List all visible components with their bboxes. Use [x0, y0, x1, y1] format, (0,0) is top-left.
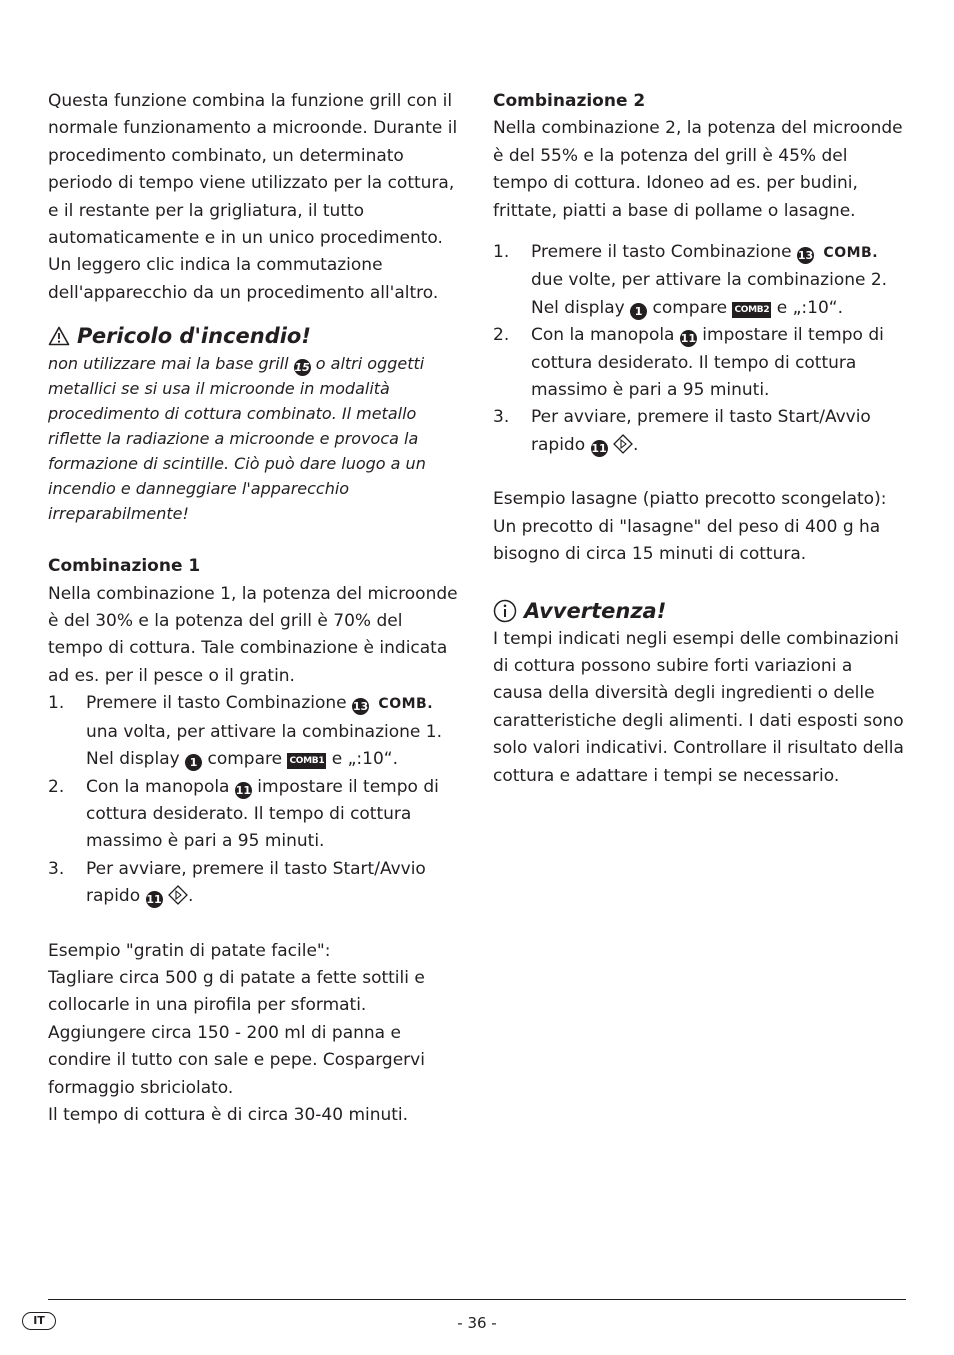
start-diamond-icon	[168, 885, 188, 905]
ref-number: 11	[235, 783, 252, 797]
comb-button-label: COMB.	[823, 245, 879, 262]
example2-text: Un precotto di "lasagne" del peso di 400 g ha bisogno di circa 15 minuti di cottura.	[493, 516, 881, 565]
combo1-heading: Combinazione 1	[48, 556, 201, 577]
note-text: I tempi indicati negli esempi delle combinazioni di cottura possono subire forti variazioni a causa della diversità degli ingredienti o delle caratteristiche degli alimenti. I dati esposti sono solo valori indicativi. Controllare il risultato della cottura e adattare i tempi se necessario.	[493, 628, 904, 786]
intro-paragraph: Questa funzione combina la funzione grill con il normale funzionamento a microonde. Durante il procedimento combinato, un determinato periodo di tempo viene utilizzato per la cottura, e il restante per la grigliatura, il tutto automaticamente e in un unico procedimento. Un leggero clic indica la commutazione dell'apparecchio da un procedimento all'altro.	[48, 91, 458, 303]
combo2-heading: Combinazione 2	[493, 91, 646, 111]
warning-triangle-icon	[48, 326, 70, 346]
ref-number: 15	[294, 361, 310, 375]
ref-number: 13	[352, 700, 369, 714]
ref-number: 11	[146, 893, 162, 907]
list-item: 2. Con la manopola 11 impostare il tempo di cottura desiderato. Il tempo di cottura massimo è pari a 95 minuti.	[493, 325, 884, 401]
warning-title: Pericolo d'incendio!	[77, 324, 311, 349]
comb-button-label: COMB.	[378, 696, 434, 713]
ref-number: 1	[185, 754, 202, 771]
display-symbol: COMB1	[287, 753, 326, 769]
start-diamond-icon	[613, 434, 633, 454]
combo2-text: Nella combinazione 2, la potenza del microonde è del 55% e la potenza del grill è 45% del tempo di cottura. Idoneo ad es. per budini, frittate, piatti a base di pollame o lasagne.	[493, 118, 903, 221]
ref-number: 11	[591, 441, 607, 455]
list-item: 1. Premere il tasto Combinazione 13 COMB. una volta, per attivare la combinazione 1. Nel display 1 compare COMB1 e „:10“.	[48, 693, 442, 770]
left-column	[48, 88, 460, 1129]
list-item: 3. Per avviare, premere il tasto Start/Avvio rapido 11 .	[48, 858, 426, 907]
ref-number: 13	[797, 249, 814, 263]
example1-text: Tagliare circa 500 g di patate a fette sottili e collocarle in una pirofila per sformati. Aggiungere circa 150 - 200 ml di panna e condire il tutto con sale e pepe. Cospargervi formaggio sbriciolato.	[48, 967, 425, 1098]
warning-text: non utilizzare mai la base grill 15 o altri oggetti metallici se si usa il microonde in modalità procedimento di cottura combinato. Il metallo riflette la radiazione a microonde e provoca la formazione di scintille. Ciò può dare luogo a un incendio e danneggiare l'apparecchio irreparabilmente!	[48, 354, 426, 524]
page-number: - 36 -	[457, 1314, 497, 1332]
list-item: 2. Con la manopola 11 impostare il tempo di cottura desiderato. Il tempo di cottura massimo è pari a 95 minuti.	[48, 776, 439, 852]
combo2-steps	[493, 239, 907, 459]
list-item: 3. Per avviare, premere il tasto Start/Avvio rapido 11 .	[493, 407, 871, 455]
combo1-text: Nella combinazione 1, la potenza del microonde è del 30% e la potenza del grill è 70% del tempo di cottura. Tale combinazione è indicata ad es. per il pesce o il gratin.	[48, 583, 458, 686]
example2-title: Esempio lasagne (piatto precotto scongelato):	[493, 489, 887, 510]
language-badge: IT	[22, 1312, 56, 1330]
combo1-steps	[48, 690, 460, 910]
footer-divider	[48, 1299, 906, 1300]
ref-number: 1	[630, 303, 647, 320]
example1-time: Il tempo di cottura è di circa 30-40 minuti.	[48, 1104, 409, 1125]
info-icon	[493, 599, 517, 623]
ref-number: 11	[680, 332, 697, 346]
note-heading	[493, 596, 907, 626]
warning-heading	[48, 321, 460, 351]
note-title: Avvertenza!	[524, 598, 667, 623]
list-item: 1. Premere il tasto Combinazione 13 COMB. due volte, per attivare la combinazione 2. Nel display 1 compare COMB2 e „:10“.	[493, 242, 888, 318]
display-symbol: COMB2	[732, 302, 771, 318]
right-column	[493, 88, 907, 790]
example1-title: Esempio "gratin di patate facile":	[48, 940, 331, 961]
